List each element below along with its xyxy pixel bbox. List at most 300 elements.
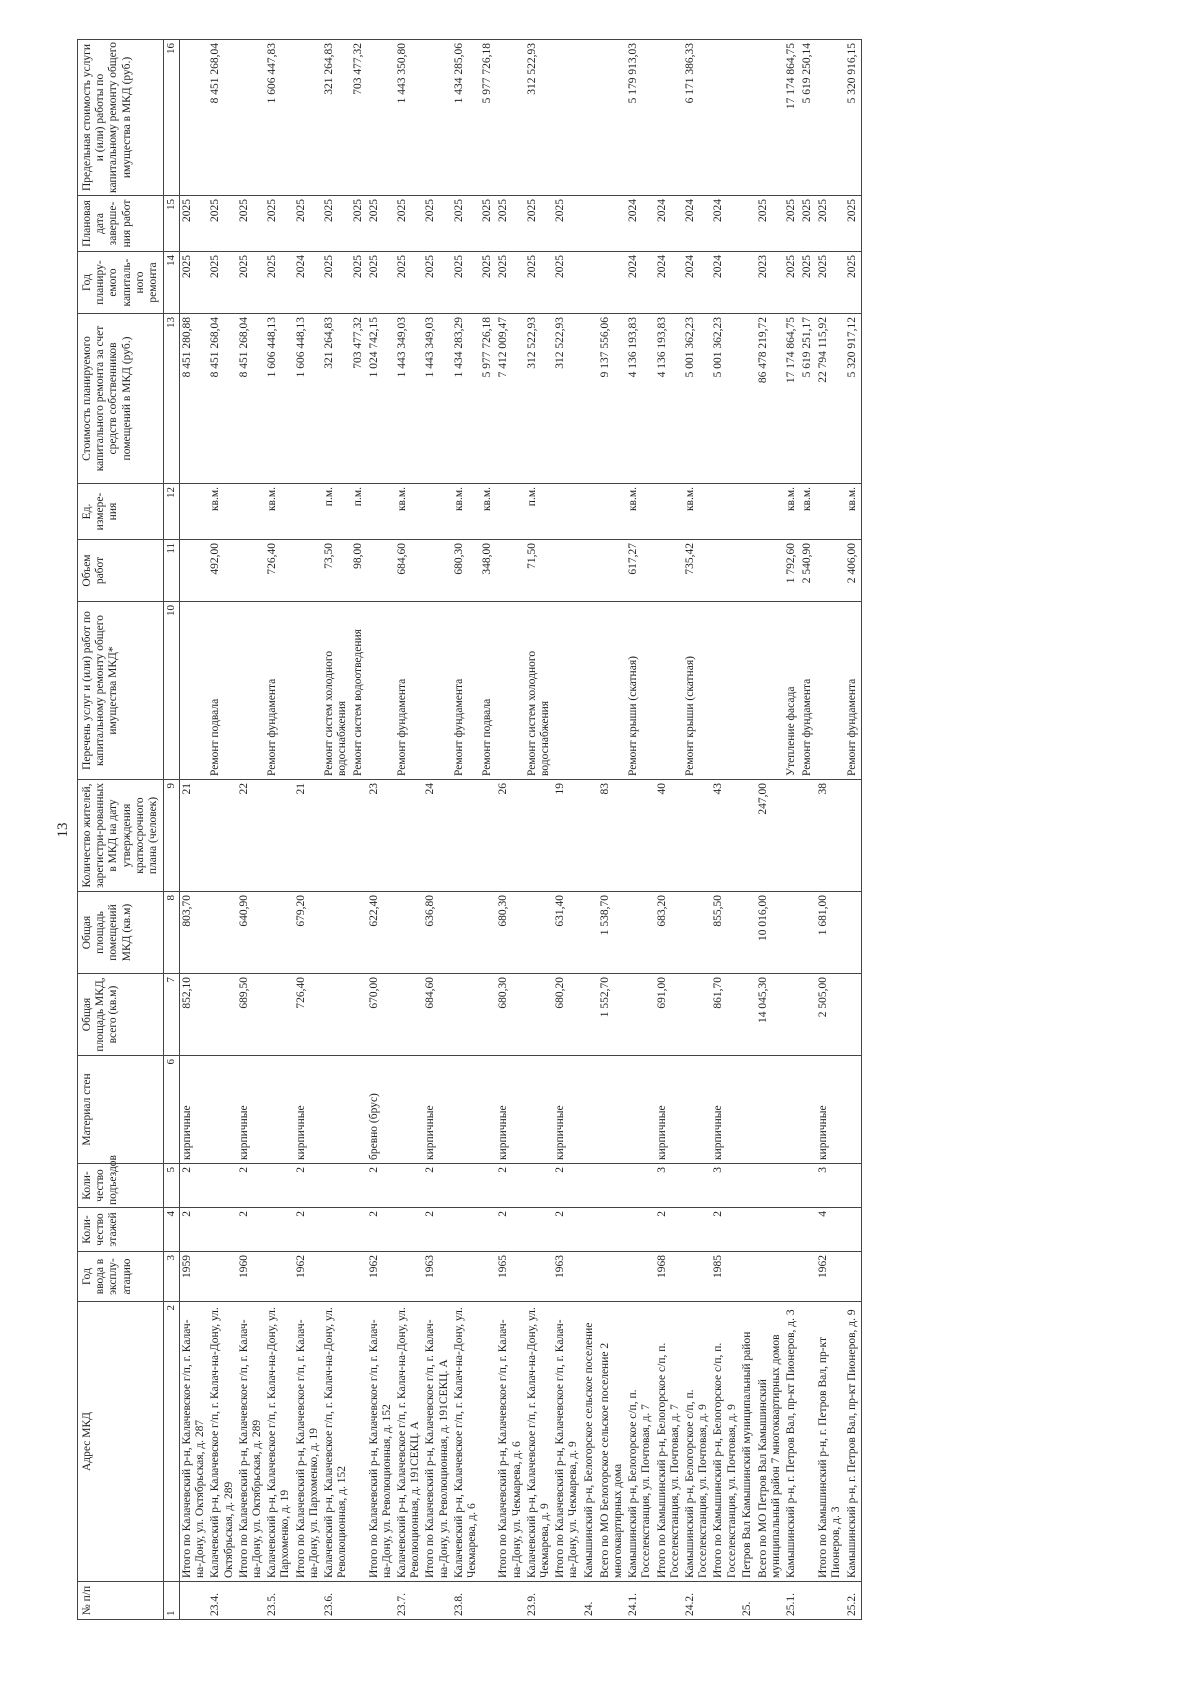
row-number [294, 1582, 322, 1620]
column-number: 12 [164, 484, 180, 540]
address-cell: Итого по Камышинский р-н, Белогорское с/п, п. Госселекстанция, ул. Почтовая, д. 7 [655, 1302, 683, 1582]
residents-cell [452, 780, 480, 892]
wall-material-cell [395, 1056, 423, 1164]
premises-area-cell [800, 892, 816, 974]
plan-year-cell: 2024 [294, 252, 322, 314]
premises-area-cell: 683,20 [655, 892, 683, 974]
row-number: 23.8. [452, 1582, 480, 1620]
end-year-cell: 2025 [423, 196, 451, 252]
volume-cell [423, 540, 451, 602]
unit-cell: кв.м. [845, 484, 862, 540]
work-type-cell [294, 602, 322, 780]
floors-cell: 2 [237, 1208, 265, 1252]
column-number-row [164, 40, 180, 1620]
row-number [179, 1582, 208, 1620]
table-row [626, 40, 654, 1620]
entrances-cell: 2 [496, 1164, 524, 1208]
entrances-cell [351, 1164, 367, 1208]
end-year-cell: 2025 [496, 196, 524, 252]
entrances-cell [480, 1164, 496, 1208]
limit-cost-cell [553, 40, 581, 196]
year-cell [845, 1252, 862, 1302]
volume-cell [496, 540, 524, 602]
cost-cell: 5 977 726,18 [480, 314, 496, 484]
row-number [367, 1582, 395, 1620]
cost-cell: 1 443 349,03 [423, 314, 451, 484]
floors-cell: 2 [179, 1208, 208, 1252]
floors-cell: 2 [294, 1208, 322, 1252]
wall-material-cell [208, 1056, 236, 1164]
unit-cell [496, 484, 524, 540]
cost-cell: 5 001 362,23 [683, 314, 711, 484]
unit-cell [179, 484, 208, 540]
wall-material-cell: кирпичные [179, 1056, 208, 1164]
wall-material-cell [322, 1056, 350, 1164]
table-row [351, 40, 367, 1620]
entrances-cell: 3 [711, 1164, 739, 1208]
end-year-cell: 2025 [784, 196, 800, 252]
address-cell: Калачевский р-н, Калачевское г/п, г. Калач-на-Дону, ул. Революционная, д. 191СЕКЦ. А [395, 1302, 423, 1582]
premises-area-cell [208, 892, 236, 974]
unit-cell: кв.м. [265, 484, 293, 540]
limit-cost-cell: 1 443 350,80 [395, 40, 423, 196]
plan-year-cell: 2025 [480, 252, 496, 314]
residents-cell [265, 780, 293, 892]
end-year-cell: 2025 [351, 196, 367, 252]
volume-cell [553, 540, 581, 602]
column-header: Материал стен [78, 1056, 164, 1164]
work-type-cell [179, 602, 208, 780]
work-type-cell: Ремонт фундамента [845, 602, 862, 780]
plan-year-cell: 2024 [683, 252, 711, 314]
total-area-cell: 680,20 [553, 974, 581, 1056]
volume-cell: 2 406,00 [845, 540, 862, 602]
end-year-cell: 2025 [322, 196, 350, 252]
volume-cell [711, 540, 739, 602]
work-type-cell [740, 602, 756, 780]
floors-cell: 2 [655, 1208, 683, 1252]
row-number [351, 1582, 367, 1620]
volume-cell: 684,60 [395, 540, 423, 602]
end-year-cell: 2025 [452, 196, 480, 252]
address-cell: Камышинский р-н, Белогорское с/п, п. Госселекстанция, ул. Почтовая, д. 9 [683, 1302, 711, 1582]
wall-material-cell [800, 1056, 816, 1164]
end-year-cell: 2025 [179, 196, 208, 252]
entrances-cell [208, 1164, 236, 1208]
end-year-cell: 2025 [395, 196, 423, 252]
volume-cell: 726,40 [265, 540, 293, 602]
year-cell: 1959 [179, 1252, 208, 1302]
wall-material-cell [452, 1056, 480, 1164]
entrances-cell [784, 1164, 800, 1208]
column-header: Объем работ [78, 540, 164, 602]
premises-area-cell: 636,80 [423, 892, 451, 974]
cost-cell: 1 024 742,15 [367, 314, 395, 484]
plan-year-cell: 2025 [265, 252, 293, 314]
unit-cell: кв.м. [784, 484, 800, 540]
total-area-cell [480, 974, 496, 1056]
address-cell: Петров Вал Камышинский муниципальный район [740, 1302, 756, 1582]
unit-cell: кв.м. [208, 484, 236, 540]
cost-cell: 9 137 556,06 [598, 314, 626, 484]
column-header: Адрес МКД [78, 1302, 164, 1582]
row-number: 23.4. [208, 1582, 236, 1620]
column-header: Стоимость планируемого капитального ремонта за счет средств собственников помещений в МКД (руб.) [78, 314, 164, 484]
residents-cell: 26 [496, 780, 524, 892]
premises-area-cell [845, 892, 862, 974]
plan-year-cell: 2025 [845, 252, 862, 314]
plan-year-cell: 2024 [711, 252, 739, 314]
table-row [496, 40, 524, 1620]
year-cell [756, 1252, 784, 1302]
premises-area-cell: 640,90 [237, 892, 265, 974]
address-cell: Калачевский р-н, Калачевское г/п, г. Калач-на-Дону, ул. Октябрьская, д. 289 [208, 1302, 236, 1582]
plan-year-cell: 2025 [553, 252, 581, 314]
work-type-cell: Ремонт крыши (скатная) [626, 602, 654, 780]
cost-cell: 22 794 115,92 [816, 314, 844, 484]
address-cell: Калачевский р-н, Калачевское г/п, г. Калач-на-Дону, ул. Чекмарева, д. 6 [452, 1302, 480, 1582]
work-type-cell: Ремонт крыши (скатная) [683, 602, 711, 780]
volume-cell: 1 792,60 [784, 540, 800, 602]
address-cell: Калачевский р-н, Калачевское г/п, г. Калач-на-Дону, ул. Пархоменко, д. 19 [265, 1302, 293, 1582]
premises-area-cell [395, 892, 423, 974]
address-cell: Итого по Калачевский р-н, Калачевское г/п, г. Калач-на-Дону, ул. Революционная, д. 191СЕКЦ. А [423, 1302, 451, 1582]
unit-cell [237, 484, 265, 540]
limit-cost-cell [423, 40, 451, 196]
residents-cell: 22 [237, 780, 265, 892]
year-cell [582, 1252, 598, 1302]
column-header: Ед. измере-ния [78, 484, 164, 540]
plan-year-cell: 2025 [237, 252, 265, 314]
cost-cell: 321 264,83 [322, 314, 350, 484]
end-year-cell [598, 196, 626, 252]
year-cell [265, 1252, 293, 1302]
premises-area-cell [740, 892, 756, 974]
cost-cell: 1 606 448,13 [294, 314, 322, 484]
volume-cell [179, 540, 208, 602]
floors-cell [800, 1208, 816, 1252]
floors-cell: 2 [367, 1208, 395, 1252]
limit-cost-cell: 17 174 864,75 [784, 40, 800, 196]
total-area-cell: 861,70 [711, 974, 739, 1056]
work-type-cell [711, 602, 739, 780]
wall-material-cell [265, 1056, 293, 1164]
limit-cost-cell [740, 40, 756, 196]
work-type-cell: Ремонт систем холодного водоснабжения [322, 602, 350, 780]
premises-area-cell: 10 016,00 [756, 892, 784, 974]
limit-cost-cell [598, 40, 626, 196]
work-type-cell: Ремонт подвала [208, 602, 236, 780]
address-cell: Итого по Калачевский р-н, Калачевское г/п, г. Калач-на-Дону, ул. Пархоменко, д. 19 [294, 1302, 322, 1582]
residents-cell: 43 [711, 780, 739, 892]
premises-area-cell [582, 892, 598, 974]
volume-cell: 71,50 [525, 540, 553, 602]
volume-cell [367, 540, 395, 602]
entrances-cell [740, 1164, 756, 1208]
residents-cell: 19 [553, 780, 581, 892]
address-cell: Калачевский р-н, Калачевское г/п, г. Калач-на-Дону, ул. Чекмарева, д. 9 [525, 1302, 553, 1582]
unit-cell [598, 484, 626, 540]
total-area-cell [208, 974, 236, 1056]
total-area-cell: 2 505,00 [816, 974, 844, 1056]
floors-cell [626, 1208, 654, 1252]
floors-cell [582, 1208, 598, 1252]
end-year-cell: 2025 [265, 196, 293, 252]
year-cell: 1985 [711, 1252, 739, 1302]
entrances-cell: 3 [816, 1164, 844, 1208]
row-number: 24. [582, 1582, 598, 1620]
wall-material-cell [740, 1056, 756, 1164]
address-cell [351, 1302, 367, 1582]
work-type-cell [756, 602, 784, 780]
address-cell: Камышинский р-н, г. Петров Вал, пр-кт Пионеров, д. 9 [845, 1302, 862, 1582]
total-area-cell: 852,10 [179, 974, 208, 1056]
table-row [237, 40, 265, 1620]
residents-cell [626, 780, 654, 892]
end-year-cell: 2025 [816, 196, 844, 252]
column-header: Год планиру-емого капиталь-ного ремонта [78, 252, 164, 314]
unit-cell [582, 484, 598, 540]
cost-cell: 8 451 280,88 [179, 314, 208, 484]
plan-year-cell [740, 252, 756, 314]
wall-material-cell: кирпичные [237, 1056, 265, 1164]
column-header: № п/п [78, 1582, 164, 1620]
limit-cost-cell: 1 434 285,06 [452, 40, 480, 196]
entrances-cell: 2 [553, 1164, 581, 1208]
table-row [655, 40, 683, 1620]
work-type-cell: Ремонт фундамента [395, 602, 423, 780]
total-area-cell [395, 974, 423, 1056]
floors-cell: 2 [496, 1208, 524, 1252]
residents-cell [582, 780, 598, 892]
total-area-cell: 670,00 [367, 974, 395, 1056]
cost-cell: 1 606 448,13 [265, 314, 293, 484]
unit-cell: кв.м. [480, 484, 496, 540]
plan-year-cell: 2025 [496, 252, 524, 314]
column-header: Предельная стоимость услуги и (или) работы по капитальному ремонту общего имущества в МКД (руб.) [78, 40, 164, 196]
floors-cell: 4 [816, 1208, 844, 1252]
unit-cell: п.м. [322, 484, 350, 540]
floors-cell [265, 1208, 293, 1252]
unit-cell [816, 484, 844, 540]
year-cell [598, 1252, 626, 1302]
unit-cell [711, 484, 739, 540]
cost-cell: 4 136 193,83 [655, 314, 683, 484]
floors-cell [208, 1208, 236, 1252]
total-area-cell: 14 045,30 [756, 974, 784, 1056]
cost-cell: 1 443 349,03 [395, 314, 423, 484]
wall-material-cell: бревно (брус) [367, 1056, 395, 1164]
volume-cell: 98,00 [351, 540, 367, 602]
cost-cell [582, 314, 598, 484]
volume-cell [237, 540, 265, 602]
year-cell [208, 1252, 236, 1302]
address-cell: Камышинский р-н, Белогорское с/п, п. Госселекстанция, ул. Почтовая, д. 7 [626, 1302, 654, 1582]
volume-cell [816, 540, 844, 602]
total-area-cell: 1 552,70 [598, 974, 626, 1056]
column-number: 7 [164, 974, 180, 1056]
total-area-cell: 691,00 [655, 974, 683, 1056]
year-cell: 1968 [655, 1252, 683, 1302]
row-number: 25.1. [784, 1582, 800, 1620]
entrances-cell [395, 1164, 423, 1208]
unit-cell [553, 484, 581, 540]
year-cell [480, 1252, 496, 1302]
limit-cost-cell: 8 451 268,04 [208, 40, 236, 196]
premises-area-cell: 631,40 [553, 892, 581, 974]
column-header: Коли-чество подъездов [78, 1164, 164, 1208]
year-cell [740, 1252, 756, 1302]
volume-cell [294, 540, 322, 602]
page-number: 13 [55, 822, 71, 838]
entrances-cell [683, 1164, 711, 1208]
work-type-cell [553, 602, 581, 780]
column-header: Количество жителей, зарегистри-рованных в МКД на дату утверждения краткосрочного плана (человек) [78, 780, 164, 892]
floors-cell [845, 1208, 862, 1252]
limit-cost-cell: 5 619 250,14 [800, 40, 816, 196]
year-cell: 1963 [553, 1252, 581, 1302]
total-area-cell [845, 974, 862, 1056]
floors-cell [756, 1208, 784, 1252]
unit-cell [367, 484, 395, 540]
table-row [711, 40, 739, 1620]
volume-cell [756, 540, 784, 602]
table-row [740, 40, 756, 1620]
table-row [816, 40, 844, 1620]
column-header: Общая площадь помещений МКД (кв.м) [78, 892, 164, 974]
unit-cell: кв.м. [683, 484, 711, 540]
cost-cell: 8 451 268,04 [208, 314, 236, 484]
wall-material-cell [626, 1056, 654, 1164]
row-number: 23.6. [322, 1582, 350, 1620]
year-cell [452, 1252, 480, 1302]
volume-cell [740, 540, 756, 602]
residents-cell [800, 780, 816, 892]
year-cell [800, 1252, 816, 1302]
work-type-cell: Ремонт фундамента [800, 602, 816, 780]
entrances-cell: 3 [655, 1164, 683, 1208]
volume-cell: 2 540,90 [800, 540, 816, 602]
cost-cell: 8 451 268,04 [237, 314, 265, 484]
plan-year-cell: 2025 [423, 252, 451, 314]
premises-area-cell [265, 892, 293, 974]
unit-cell [740, 484, 756, 540]
work-type-cell [423, 602, 451, 780]
premises-area-cell: 680,30 [496, 892, 524, 974]
wall-material-cell: кирпичные [816, 1056, 844, 1164]
plan-year-cell [598, 252, 626, 314]
wall-material-cell: кирпичные [496, 1056, 524, 1164]
premises-area-cell: 1 538,70 [598, 892, 626, 974]
row-number [816, 1582, 844, 1620]
row-number: 23.9. [525, 1582, 553, 1620]
row-number: 23.7. [395, 1582, 423, 1620]
end-year-cell: 2025 [208, 196, 236, 252]
address-cell: Итого по Калачевский р-н, Калачевское г/п, г. Калач-на-Дону, ул. Революционная, д. 152 [367, 1302, 395, 1582]
end-year-cell: 2025 [553, 196, 581, 252]
column-number: 1 [164, 1582, 180, 1620]
wall-material-cell [480, 1056, 496, 1164]
unit-cell: кв.м. [395, 484, 423, 540]
table-row [683, 40, 711, 1620]
residents-cell [845, 780, 862, 892]
wall-material-cell [582, 1056, 598, 1164]
residents-cell [208, 780, 236, 892]
wall-material-cell: кирпичные [294, 1056, 322, 1164]
row-number [496, 1582, 524, 1620]
row-number [553, 1582, 581, 1620]
address-cell: Итого по Камышинский р-н, Белогорское с/п, п. Госселекстанция, ул. Почтовая, д. 9 [711, 1302, 739, 1582]
column-number: 2 [164, 1302, 180, 1582]
residents-cell: 40 [655, 780, 683, 892]
volume-cell [582, 540, 598, 602]
entrances-cell [626, 1164, 654, 1208]
entrances-cell [800, 1164, 816, 1208]
cost-cell: 5 001 362,23 [711, 314, 739, 484]
work-type-cell [237, 602, 265, 780]
entrances-cell [598, 1164, 626, 1208]
column-header: Плановая дата заверше-ния работ [78, 196, 164, 252]
limit-cost-cell: 703 477,32 [351, 40, 367, 196]
entrances-cell [452, 1164, 480, 1208]
table-row [480, 40, 496, 1620]
column-header: Год ввода в эксплу-атацию [78, 1252, 164, 1302]
column-number: 3 [164, 1252, 180, 1302]
volume-cell: 348,00 [480, 540, 496, 602]
cost-cell: 4 136 193,83 [626, 314, 654, 484]
total-area-cell: 684,60 [423, 974, 451, 1056]
column-number: 4 [164, 1208, 180, 1252]
end-year-cell [582, 196, 598, 252]
table-row [179, 40, 208, 1620]
plan-year-cell: 2025 [322, 252, 350, 314]
row-number: 25.2. [845, 1582, 862, 1620]
end-year-cell: 2025 [845, 196, 862, 252]
year-cell: 1965 [496, 1252, 524, 1302]
total-area-cell [265, 974, 293, 1056]
table-row [423, 40, 451, 1620]
column-number: 13 [164, 314, 180, 484]
unit-cell [756, 484, 784, 540]
floors-cell [351, 1208, 367, 1252]
column-number: 14 [164, 252, 180, 314]
work-type-cell [655, 602, 683, 780]
year-cell: 1962 [294, 1252, 322, 1302]
year-cell [322, 1252, 350, 1302]
residents-cell: 38 [816, 780, 844, 892]
row-number: 23.5. [265, 1582, 293, 1620]
residents-cell [322, 780, 350, 892]
unit-cell [294, 484, 322, 540]
end-year-cell: 2025 [294, 196, 322, 252]
limit-cost-cell: 312 522,93 [525, 40, 553, 196]
table-row [322, 40, 350, 1620]
table-row [208, 40, 236, 1620]
table-row [784, 40, 800, 1620]
limit-cost-cell [582, 40, 598, 196]
limit-cost-cell [496, 40, 524, 196]
column-number: 10 [164, 602, 180, 780]
column-number: 11 [164, 540, 180, 602]
address-cell [800, 1302, 816, 1582]
entrances-cell [322, 1164, 350, 1208]
entrances-cell [845, 1164, 862, 1208]
address-cell: Калачевский р-н, Калачевское г/п, г. Калач-на-Дону, ул. Революционная, д. 152 [322, 1302, 350, 1582]
table-row [598, 40, 626, 1620]
limit-cost-cell: 6 171 386,33 [683, 40, 711, 196]
cost-cell: 5 619 251,17 [800, 314, 816, 484]
floors-cell [480, 1208, 496, 1252]
